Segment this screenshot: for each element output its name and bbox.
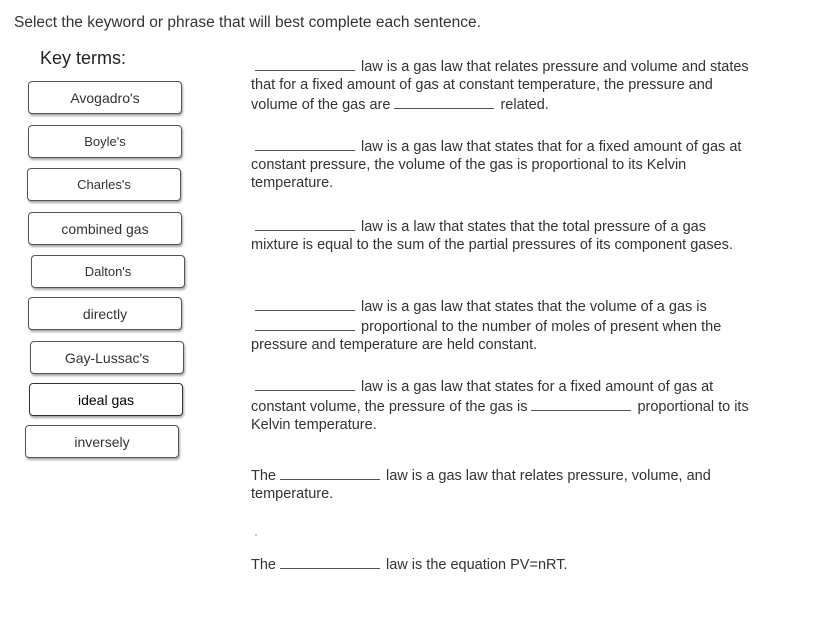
instructions-text: Select the keyword or phrase that will best complete each sentence. [14, 14, 481, 31]
q4-blank-2[interactable] [255, 316, 355, 331]
question-5 [251, 376, 751, 434]
q6-prefix: The [251, 468, 276, 484]
term-boyles[interactable]: Boyle's [28, 125, 182, 158]
q4-text-2: proportional to the number of moles of present when the pressure and temperature are held constant. [251, 319, 722, 353]
question-1 [251, 56, 751, 114]
term-gay-lussacs[interactable]: Gay-Lussac's [30, 341, 184, 374]
q7-prefix: The [251, 557, 276, 573]
term-directly[interactable]: directly [28, 297, 182, 330]
q6-text-1: law is a gas law that relates pressure, volume, and temperature. [251, 468, 711, 502]
question-6 [251, 465, 751, 503]
q1-text-2: related. [500, 97, 549, 113]
q3-text-1: law is a law that states that the total pressure of a gas mixture is equal to the sum of the partial pressures of its component gases. [251, 219, 733, 253]
question-4 [251, 296, 751, 354]
stray-dot [255, 534, 257, 536]
q1-text-1: law is a gas law that relates pressure and volume and states that for a fixed amount of gas at constant temperature, the pressure and volume of the gas are [251, 59, 749, 113]
q2-text-1: law is a gas law that states that for a fixed amount of gas at constant pressure, the volume of the gas is proportional to its Kelvin temperature. [251, 139, 742, 191]
q4-blank-1[interactable] [255, 296, 355, 311]
question-2 [251, 136, 751, 192]
q5-text-1: law is a gas law that states for a fixed amount of gas at constant volume, the pressure of the gas is [251, 379, 714, 415]
term-charless[interactable]: Charles's [27, 168, 181, 201]
term-daltons[interactable]: Dalton's [31, 255, 185, 288]
q1-blank-2[interactable] [394, 94, 494, 109]
question-3 [251, 216, 751, 254]
q7-text-1: law is the equation PV=nRT. [386, 557, 568, 573]
q1-blank-1[interactable] [255, 56, 355, 71]
q4-text-1: law is a gas law that states that the volume of a gas is [361, 299, 707, 315]
q2-blank-1[interactable] [255, 136, 355, 151]
term-combined-gas[interactable]: combined gas [28, 212, 182, 245]
q5-text-2: proportional to its Kelvin temperature. [251, 399, 749, 433]
q6-blank-1[interactable] [280, 465, 380, 480]
term-inversely[interactable]: inversely [25, 425, 179, 458]
term-ideal-gas[interactable]: ideal gas [29, 383, 183, 416]
q5-blank-1[interactable] [255, 376, 355, 391]
q5-blank-2[interactable] [531, 396, 631, 411]
q7-blank-1[interactable] [280, 554, 380, 569]
term-avogadros[interactable]: Avogadro's [28, 81, 182, 114]
key-terms-title: Key terms: [40, 48, 127, 68]
question-7 [251, 554, 751, 574]
q3-blank-1[interactable] [255, 216, 355, 231]
